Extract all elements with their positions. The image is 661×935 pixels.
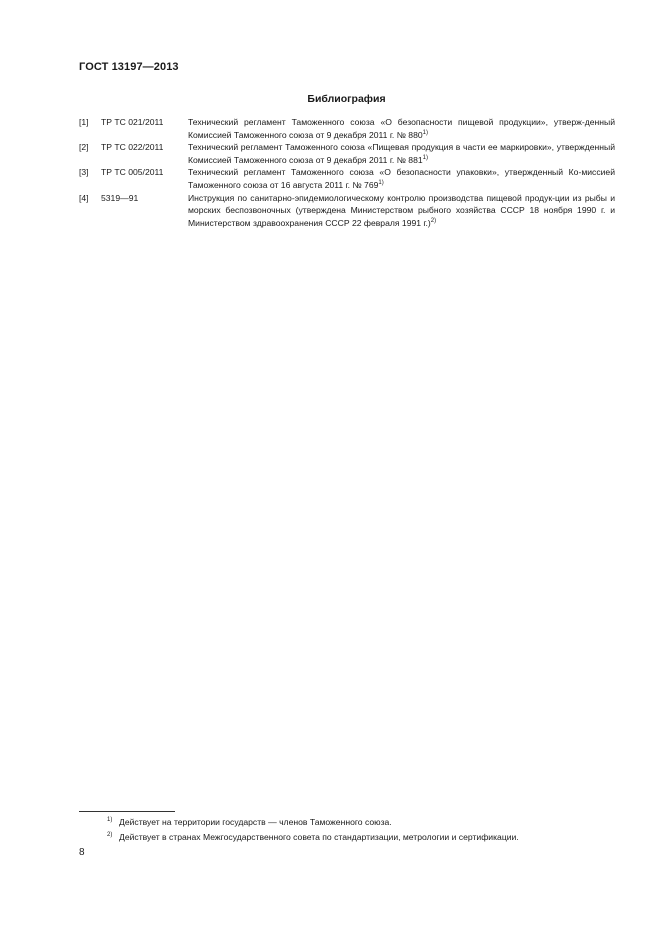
bibliography-list xyxy=(79,116,615,229)
bibliography-entry-text: Технический регламент Таможенного союза «Пищевая продукция в части ее маркировки», утвержденный Комиссией Таможенного союза от 9 декабря 2011 г. № 881 xyxy=(188,142,615,165)
footnote-reference: 1) xyxy=(378,179,384,186)
footnote-reference: 2) xyxy=(430,217,437,224)
footnote: $^{1)}$ Действует на территории государств — членов Таможенного союза. xyxy=(107,817,392,827)
bibliography-entry xyxy=(79,192,615,230)
bibliography-entry-number: [2] xyxy=(79,142,89,153)
bibliography-entry-text-wrap xyxy=(188,141,615,166)
bibliography-entry-code: ТР ТС 022/2011 xyxy=(101,142,164,153)
bibliography-entry-code: 5319—91 xyxy=(101,192,139,203)
bibliography-entry-number: [1] xyxy=(79,117,89,127)
page-number: 8 xyxy=(79,847,85,858)
footnote: $^{2)}$ Действует в странах Межгосударственного совета по стандартизации, метрологии и сертификации. xyxy=(107,832,519,842)
footnote-reference: 1) xyxy=(422,129,428,136)
bibliography-entry-text-wrap xyxy=(188,166,615,191)
bibliography-title: Библиография xyxy=(307,93,386,105)
bibliography-entry xyxy=(79,166,615,191)
bibliography-entry-code: ТР ТС 005/2011 xyxy=(101,167,164,178)
bibliography-entry-number: [3] xyxy=(79,167,89,178)
footnote-reference: 1) xyxy=(422,154,428,161)
bibliography-entry-number: [4] xyxy=(79,192,89,203)
bibliography-entry-text-wrap xyxy=(188,192,615,230)
bibliography-entry-text: Инструкция по санитарно-эпидемиологическому контролю производства пищевой продук-ции из рыбы и морских беспозвоночных (утверждена Министерством рыбного хозяйства СССР 18 ноября 1990 г. и Министерством здравоохранения СССР 22 февраля 1991 г.) xyxy=(188,192,615,228)
footnotes xyxy=(107,815,627,845)
footnote-text: Действует на территории государств — членов Таможенного союза. xyxy=(119,817,392,827)
bibliography-entry-code: ТР ТС 021/2011 xyxy=(101,117,164,127)
bibliography-entry xyxy=(79,116,615,141)
bibliography-entry-text: Технический регламент Таможенного союза «О безопасности упаковки», утвержденный Ко-миссией Таможенного союза от 16 августа 2011 г. № 769 xyxy=(188,167,615,190)
document-code-header: ГОСТ 13197—2013 xyxy=(79,61,179,73)
footnote-text: Действует в странах Межгосударственного совета по стандартизации, метрологии и сертификации. xyxy=(119,832,519,842)
footnote-separator xyxy=(79,811,175,812)
bibliography-entry-text: Технический регламент Таможенного союза «О безопасности пищевой продукции», утверж-денный Комиссией Таможенного союза от 9 декабря 2011 г. № 880 xyxy=(188,117,615,140)
bibliography-entry-text-wrap xyxy=(188,116,615,141)
bibliography-entry xyxy=(79,141,615,166)
